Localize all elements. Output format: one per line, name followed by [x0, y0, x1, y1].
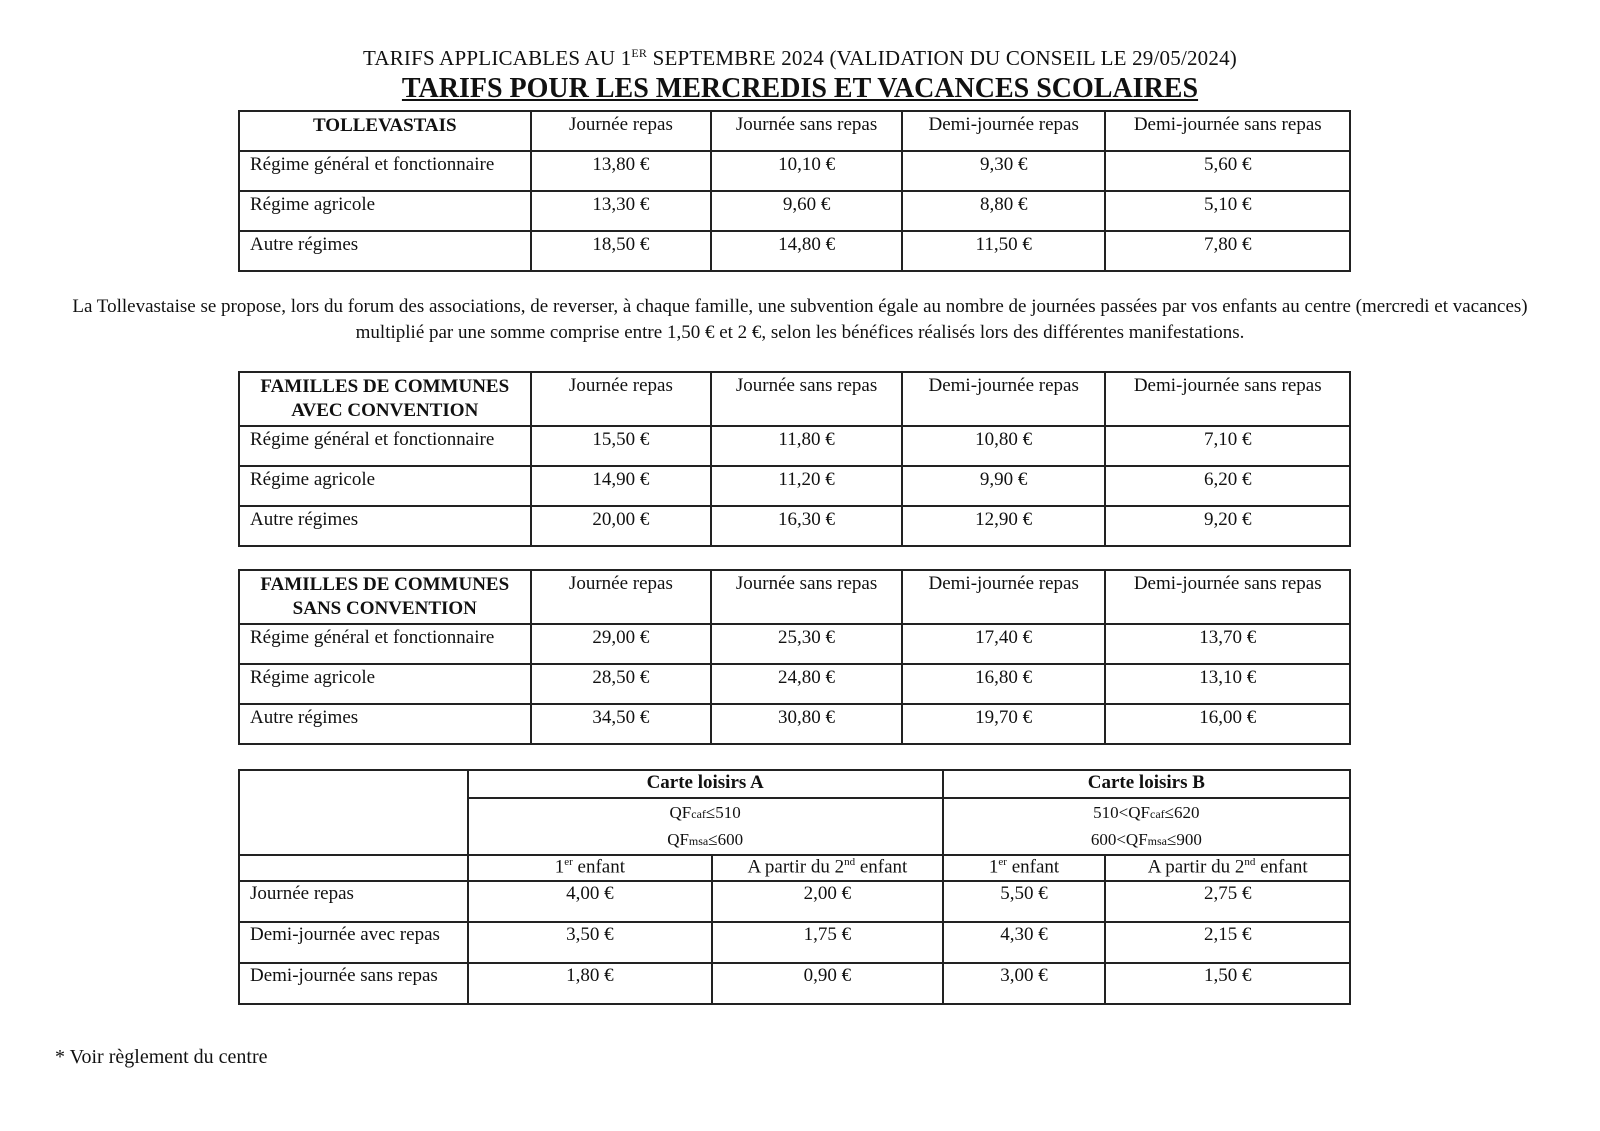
- table-heading: TOLLEVASTAIS: [239, 111, 531, 151]
- row-label: Régime général et fonctionnaire: [239, 151, 531, 191]
- table-heading: FAMILLES DE COMMUNES AVEC CONVENTION: [239, 372, 531, 426]
- table-row: [239, 426, 1350, 466]
- price-cell: 25,30 €: [711, 624, 902, 664]
- price-cell: 16,80 €: [902, 664, 1106, 704]
- price-cell: 3,00 €: [943, 963, 1106, 1004]
- column-header: Journée repas: [531, 570, 712, 624]
- table-header-row: [239, 372, 1350, 426]
- price-cell: 10,10 €: [711, 151, 902, 191]
- price-cell: 19,70 €: [902, 704, 1106, 744]
- column-header: Journée repas: [531, 372, 712, 426]
- second-child-header: A partir du 2nd enfant: [712, 855, 943, 881]
- card-b-criteria: 510<QFcaf≤620 600<QFmsa≤900: [943, 798, 1350, 855]
- price-cell: 6,20 €: [1105, 466, 1350, 506]
- table-row: [239, 664, 1350, 704]
- table-header-row: [239, 570, 1350, 624]
- price-cell: 13,30 €: [531, 191, 712, 231]
- row-label: Autre régimes: [239, 231, 531, 271]
- price-cell: 1,75 €: [712, 922, 943, 963]
- column-header: Journée sans repas: [711, 111, 902, 151]
- child-rank-row: [239, 855, 1350, 881]
- price-cell: 30,80 €: [711, 704, 902, 744]
- first-child-header: 1er enfant: [468, 855, 713, 881]
- card-a-title: Carte loisirs A: [468, 770, 943, 798]
- price-cell: 5,60 €: [1105, 151, 1350, 191]
- price-cell: 11,50 €: [902, 231, 1106, 271]
- table-row: [239, 624, 1350, 664]
- price-cell: 5,50 €: [943, 881, 1106, 922]
- price-cell: 13,10 €: [1105, 664, 1350, 704]
- price-cell: 28,50 €: [531, 664, 712, 704]
- column-header: Demi-journée repas: [902, 570, 1106, 624]
- page-header: [0, 40, 1600, 106]
- table-row: [239, 191, 1350, 231]
- row-label: Régime agricole: [239, 664, 531, 704]
- price-cell: 1,50 €: [1105, 963, 1350, 1004]
- empty-corner-cell: [239, 770, 468, 855]
- table-row: [239, 922, 1350, 963]
- table-header-row: [239, 111, 1350, 151]
- page-subtitle: TARIFS APPLICABLES AU 1ER SEPTEMBRE 2024 (VALIDATION DU CONSEIL LE 29/05/2024): [363, 46, 1237, 70]
- price-cell: 7,10 €: [1105, 426, 1350, 466]
- footnote: * Voir règlement du centre: [55, 1046, 268, 1068]
- column-header: Journée sans repas: [711, 372, 902, 426]
- without-convention-rates-table: [238, 569, 1351, 745]
- price-cell: 9,60 €: [711, 191, 902, 231]
- card-a-criteria: QFcaf≤510 QFmsa≤600: [468, 798, 943, 855]
- table-heading: FAMILLES DE COMMUNES SANS CONVENTION: [239, 570, 531, 624]
- price-cell: 18,50 €: [531, 231, 712, 271]
- table-row: [239, 231, 1350, 271]
- price-cell: 11,80 €: [711, 426, 902, 466]
- price-cell: 11,20 €: [711, 466, 902, 506]
- price-cell: 13,70 €: [1105, 624, 1350, 664]
- table-row: [239, 506, 1350, 546]
- tollevastais-rates-table: [238, 110, 1351, 272]
- second-child-header: A partir du 2nd enfant: [1105, 855, 1350, 881]
- table-row: [239, 881, 1350, 922]
- column-header: Demi-journée sans repas: [1105, 111, 1350, 151]
- price-cell: 0,90 €: [712, 963, 943, 1004]
- row-label: Régime agricole: [239, 466, 531, 506]
- price-cell: 9,20 €: [1105, 506, 1350, 546]
- price-cell: 1,80 €: [468, 963, 713, 1004]
- column-header: Journée sans repas: [711, 570, 902, 624]
- price-cell: 4,00 €: [468, 881, 713, 922]
- row-label: Régime général et fonctionnaire: [239, 624, 531, 664]
- empty-cell: [239, 855, 468, 881]
- table-row: [239, 151, 1350, 191]
- card-title-row: [239, 770, 1350, 798]
- price-cell: 7,80 €: [1105, 231, 1350, 271]
- first-child-header: 1er enfant: [943, 855, 1106, 881]
- price-cell: 14,90 €: [531, 466, 712, 506]
- row-label: Autre régimes: [239, 704, 531, 744]
- price-cell: 4,30 €: [943, 922, 1106, 963]
- price-cell: 2,00 €: [712, 881, 943, 922]
- subsidy-note: La Tollevastaise se propose, lors du forum des associations, de reverser, à chaque famille, une subvention égale au nombre de journées passées par vos enfants au centre (mercredi et vacances) multiplié par une somme comprise entre 1,50 € et 2 €, selon les bénéfices réalisés lors des différentes manifestations.: [72, 296, 1528, 343]
- price-cell: 24,80 €: [711, 664, 902, 704]
- table-row: [239, 704, 1350, 744]
- row-label: Régime général et fonctionnaire: [239, 426, 531, 466]
- price-cell: 2,15 €: [1105, 922, 1350, 963]
- leisure-card-rates-table: [238, 769, 1351, 1005]
- column-header: Journée repas: [531, 111, 712, 151]
- row-label: Autre régimes: [239, 506, 531, 546]
- price-cell: 15,50 €: [531, 426, 712, 466]
- page-title: TARIFS POUR LES MERCREDIS ET VACANCES SCOLAIRES: [401, 73, 1199, 104]
- price-cell: 34,50 €: [531, 704, 712, 744]
- row-label: Journée repas: [239, 881, 468, 922]
- price-cell: 8,80 €: [902, 191, 1106, 231]
- column-header: Demi-journée sans repas: [1105, 372, 1350, 426]
- card-b-title: Carte loisirs B: [943, 770, 1350, 798]
- price-cell: 9,30 €: [902, 151, 1106, 191]
- price-cell: 10,80 €: [902, 426, 1106, 466]
- price-cell: 5,10 €: [1105, 191, 1350, 231]
- price-cell: 12,90 €: [902, 506, 1106, 546]
- price-cell: 9,90 €: [902, 466, 1106, 506]
- table-row: [239, 963, 1350, 1004]
- price-cell: 3,50 €: [468, 922, 713, 963]
- price-cell: 29,00 €: [531, 624, 712, 664]
- with-convention-rates-table: [238, 371, 1351, 547]
- price-cell: 20,00 €: [531, 506, 712, 546]
- price-cell: 16,30 €: [711, 506, 902, 546]
- price-cell: 14,80 €: [711, 231, 902, 271]
- column-header: Demi-journée repas: [902, 111, 1106, 151]
- price-cell: 17,40 €: [902, 624, 1106, 664]
- row-label: Demi-journée avec repas: [239, 922, 468, 963]
- table-row: [239, 466, 1350, 506]
- price-cell: 13,80 €: [531, 151, 712, 191]
- price-cell: 2,75 €: [1105, 881, 1350, 922]
- row-label: Demi-journée sans repas: [239, 963, 468, 1004]
- price-cell: 16,00 €: [1105, 704, 1350, 744]
- column-header: Demi-journée repas: [902, 372, 1106, 426]
- row-label: Régime agricole: [239, 191, 531, 231]
- column-header: Demi-journée sans repas: [1105, 570, 1350, 624]
